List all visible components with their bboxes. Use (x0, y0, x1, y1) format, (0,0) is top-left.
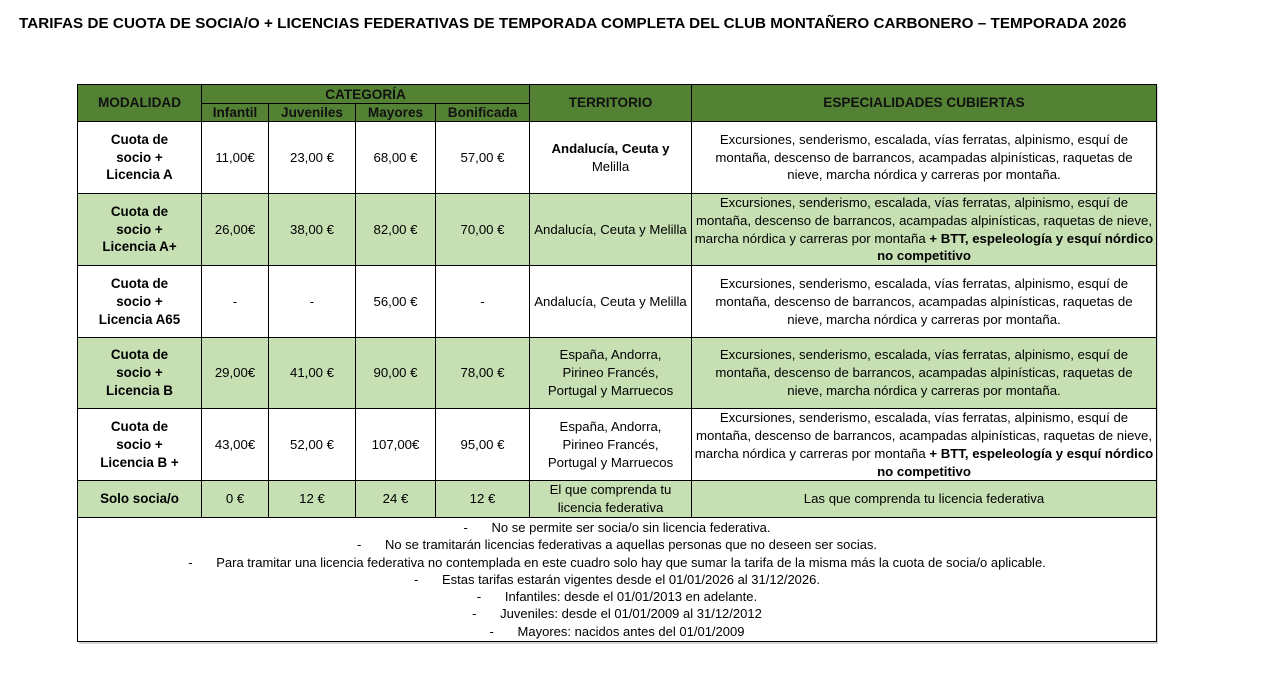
cell-territorio (530, 338, 692, 409)
cell-territorio (530, 409, 692, 481)
note-text: No se permite ser socia/o sin licencia federativa. (491, 519, 771, 535)
table-row (78, 194, 1157, 266)
cell-territorio (530, 194, 692, 266)
cell-especialidades (692, 122, 1157, 194)
note-bullet: - (356, 537, 362, 553)
territorio-text: Andalucía, Ceuta y Melilla (534, 293, 687, 309)
note-item (78, 571, 1156, 588)
note-item (78, 588, 1156, 605)
territorio-text: El que comprenda tu licencia federativa (549, 482, 672, 516)
cell-especialidades (692, 481, 1157, 518)
cell-price-juveniles: 12 € (269, 481, 356, 518)
header-categoria: CATEGORÍA (202, 85, 530, 104)
especialidades-text: Excursiones, senderismo, escalada, vías ferratas, alpinismo, esquí de montaña, descenso de barrancos, acampadas alpinísticas, raquetas de nieve, marcha nórdica y carreras por montaña. (715, 131, 1133, 183)
especialidades-text: Excursiones, senderismo, escalada, vías ferratas, alpinismo, esquí de montaña, descenso de barrancos, acampadas alpinísticas, raquetas de nieve, marcha nórdica y carreras por montaña (694, 195, 1152, 246)
cell-territorio (530, 481, 692, 518)
territorio-text-bold: Andalucía, Ceuta y (551, 140, 670, 156)
cell-price-infantil: 11,00€ (202, 122, 269, 194)
header-territorio: TERRITORIO (530, 85, 692, 122)
table-row (78, 409, 1157, 481)
cell-modalidad (78, 338, 202, 409)
note-item (78, 605, 1156, 622)
territorio-text: España, Andorra, Pirineo Francés, Portugal y Marruecos (547, 419, 674, 470)
modalidad-line: Cuota de (110, 347, 169, 363)
note-text: Mayores: nacidos antes del 01/01/2009 (517, 623, 745, 639)
cell-price-infantil: 26,00€ (202, 194, 269, 266)
header-bonificada: Bonificada (436, 104, 530, 122)
cell-modalidad (78, 266, 202, 338)
especialidades-extra-text: + BTT, espeleología y esquí nórdico no competitivo (877, 445, 1154, 479)
cell-price-mayores: 82,00 € (356, 194, 436, 266)
cell-price-juveniles: 23,00 € (269, 122, 356, 194)
cell-price-mayores: 90,00 € (356, 338, 436, 409)
cell-price-infantil: 43,00€ (202, 409, 269, 481)
modalidad-line: Licencia B (106, 383, 173, 399)
note-text: Infantiles: desde el 01/01/2013 en adelante. (504, 589, 758, 605)
table-row (78, 266, 1157, 338)
cell-modalidad (78, 122, 202, 194)
table-row (78, 481, 1157, 518)
note-text: Juveniles: desde el 01/01/2009 al 31/12/2012 (500, 606, 762, 622)
cell-price-bonificada: 57,00 € (436, 122, 530, 194)
note-item (78, 536, 1156, 553)
modalidad-line: Cuota de (110, 203, 169, 219)
note-bullet: - (472, 606, 477, 622)
notes-cell (78, 517, 1157, 641)
cell-territorio (530, 122, 692, 194)
note-bullet: - (476, 589, 482, 605)
cell-territorio (530, 266, 692, 338)
cell-especialidades (692, 194, 1157, 266)
note-text: No se tramitarán licencias federativas a aquellas personas que no deseen ser socias. (384, 537, 878, 553)
modalidad-line: Licencia A65 (98, 311, 181, 327)
cell-price-bonificada: 95,00 € (436, 409, 530, 481)
modalidad-line: Licencia B + (100, 454, 179, 470)
modalidad-line: socio + (116, 365, 163, 381)
header-juveniles: Juveniles (269, 104, 356, 122)
cell-price-juveniles: 38,00 € (269, 194, 356, 266)
cell-modalidad (78, 194, 202, 266)
header-especialidades: ESPECIALIDADES CUBIERTAS (692, 85, 1157, 122)
note-item (78, 623, 1156, 640)
cell-especialidades (692, 338, 1157, 409)
cell-price-infantil: 29,00€ (202, 338, 269, 409)
note-bullet: - (414, 571, 419, 587)
cell-price-juveniles: 52,00 € (269, 409, 356, 481)
especialidades-text: Excursiones, senderismo, escalada, vías ferratas, alpinismo, esquí de montaña, descenso de barrancos, acampadas alpinísticas, raquetas de nieve, marcha nórdica y carreras por montaña. (715, 275, 1133, 327)
modalidad-line: socio + (116, 436, 163, 452)
cell-price-juveniles: 41,00 € (269, 338, 356, 409)
document-title: TARIFAS DE CUOTA DE SOCIA/O + LICENCIAS FEDERATIVAS DE TEMPORADA COMPLETA DEL CLUB MONTAÑERO CARBONERO – TEMPORADA 2026 (19, 15, 1127, 32)
territorio-text: Andalucía, Ceuta y Melilla (534, 221, 687, 237)
especialidades-text: Excursiones, senderismo, escalada, vías ferratas, alpinismo, esquí de montaña, descenso de barrancos, acampadas alpinísticas, raquetas de nieve, marcha nórdica y carreras por montaña (694, 410, 1152, 461)
table-row (78, 338, 1157, 409)
note-text: Estas tarifas estarán vigentes desde el 01/01/2026 al 31/12/2026. (442, 571, 820, 587)
cell-price-mayores: 68,00 € (356, 122, 436, 194)
modalidad-line: Cuota de (110, 275, 169, 291)
cell-price-bonificada: 70,00 € (436, 194, 530, 266)
cell-price-infantil: - (202, 266, 269, 338)
cell-price-mayores: 56,00 € (356, 266, 436, 338)
especialidades-text: Excursiones, senderismo, escalada, vías ferratas, alpinismo, esquí de montaña, descenso de barrancos, acampadas alpinísticas, raquetas de nieve, marcha nórdica y carreras por montaña. (715, 347, 1133, 399)
cell-modalidad (78, 481, 202, 518)
table-row (78, 122, 1157, 194)
especialidades-extra-text: + BTT, espeleología y esquí nórdico no competitivo (877, 230, 1154, 264)
cell-especialidades (692, 409, 1157, 481)
table-body (78, 122, 1157, 642)
cell-price-mayores: 24 € (356, 481, 436, 518)
header-infantil: Infantil (202, 104, 269, 122)
notes-row (78, 517, 1157, 641)
cell-price-mayores: 107,00€ (356, 409, 436, 481)
territorio-text: España, Andorra, Pirineo Francés, Portugal y Marruecos (547, 347, 674, 399)
cell-price-bonificada: 78,00 € (436, 338, 530, 409)
tarifas-table (77, 84, 1157, 642)
modalidad-line: Licencia A (106, 167, 173, 183)
note-bullet: - (463, 519, 468, 535)
modalidad-line: Solo socia/o (100, 491, 179, 507)
note-text: Para tramitar una licencia federativa no contemplada en este cuadro solo hay que sumar la tarifa de la misma más la cuota de socia/o aplicable. (216, 554, 1046, 570)
note-item (78, 519, 1156, 536)
note-bullet: - (188, 554, 193, 570)
cell-modalidad (78, 409, 202, 481)
modalidad-line: Cuota de (110, 131, 169, 147)
note-bullet: - (489, 623, 494, 639)
note-item (78, 554, 1156, 571)
tarifas-table-container (77, 84, 1156, 642)
modalidad-line: Licencia A+ (102, 239, 177, 255)
cell-price-infantil: 0 € (202, 481, 269, 518)
modalidad-line: Cuota de (110, 419, 169, 435)
header-modalidad: MODALIDAD (78, 85, 202, 122)
header-mayores: Mayores (356, 104, 436, 122)
cell-especialidades (692, 266, 1157, 338)
especialidades-text: Las que comprenda tu licencia federativa (803, 491, 1045, 507)
territorio-text: Melilla (591, 158, 630, 174)
modalidad-line: socio + (116, 293, 163, 309)
cell-price-bonificada: 12 € (436, 481, 530, 518)
modalidad-line: socio + (116, 149, 163, 165)
cell-price-juveniles: - (269, 266, 356, 338)
modalidad-line: socio + (116, 221, 163, 237)
cell-price-bonificada: - (436, 266, 530, 338)
